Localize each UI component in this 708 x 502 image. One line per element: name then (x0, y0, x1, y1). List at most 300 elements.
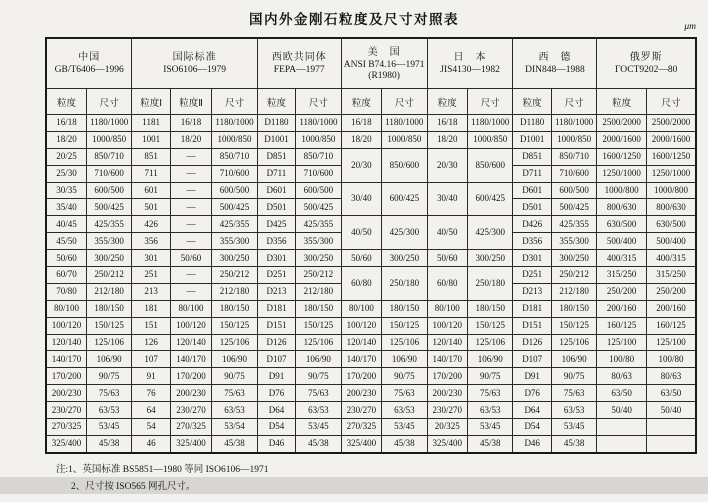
table-cell: 75/63 (86, 385, 132, 402)
table-cell: 850/710 (551, 148, 597, 165)
table-cell: 250/200 (646, 283, 696, 300)
table-cell: 250/212 (212, 267, 258, 284)
table-cell: 125/100 (597, 334, 647, 351)
table-cell: 710/600 (86, 165, 132, 182)
table-cell: 150/125 (468, 317, 513, 334)
table-cell: 18/20 (46, 131, 86, 148)
table-cell: D91 (513, 368, 551, 385)
table-cell: 251 (132, 267, 170, 284)
group-name: 日 本 (453, 52, 487, 63)
table-cell: 500/400 (646, 233, 696, 250)
table-cell: 45/38 (296, 435, 341, 452)
table-cell: 106/90 (382, 351, 428, 368)
table-cell: 1180/1000 (551, 115, 597, 132)
column-group-germany (513, 38, 597, 89)
table-cell: 711 (132, 165, 170, 182)
table-cell: 125/106 (296, 334, 341, 351)
table-cell: D213 (257, 283, 295, 300)
table-cell: — (170, 267, 211, 284)
table-cell: 70/80 (46, 283, 86, 300)
table-cell: 200/230 (341, 385, 381, 402)
table-cell: 80/100 (46, 300, 86, 317)
table-cell: 600/425 (468, 182, 513, 216)
table-cell: D213 (513, 283, 551, 300)
table-cell: 425/300 (382, 216, 428, 250)
table-cell: 850/710 (212, 148, 258, 165)
table-cell: 850/710 (296, 148, 341, 165)
table-cell: 425/355 (86, 216, 132, 233)
subheader-cell: 尺寸 (212, 89, 258, 115)
grit-comparison-table (45, 37, 697, 454)
table-cell: D64 (513, 402, 551, 419)
table-cell: 355/300 (551, 233, 597, 250)
table-row (46, 435, 696, 452)
subheader-cell: 尺寸 (646, 89, 696, 115)
table-cell: 170/200 (170, 368, 211, 385)
table-cell: 60/70 (46, 267, 86, 284)
table-cell: 60/80 (341, 267, 381, 301)
subheader-cell: 粒度 (597, 89, 647, 115)
table-cell: 300/250 (86, 250, 132, 267)
table-cell: 1180/1000 (382, 115, 428, 132)
table-cell: 90/75 (468, 368, 513, 385)
table-cell: 91 (132, 368, 170, 385)
table-cell: 53/45 (86, 419, 132, 436)
table-cell: 355/300 (212, 233, 258, 250)
column-group-iso (132, 38, 257, 89)
subheader-cell: 尺寸 (86, 89, 132, 115)
table-cell: 45/38 (212, 435, 258, 452)
table-cell: 100/80 (646, 351, 696, 368)
table-cell: 1000/850 (382, 131, 428, 148)
table-cell: D76 (513, 385, 551, 402)
table-cell: D601 (513, 182, 551, 199)
subheader-cell: 粒度 (257, 89, 295, 115)
table-cell: 20/30 (341, 148, 381, 182)
table-cell: 2000/1600 (597, 131, 647, 148)
table-cell: 63/50 (597, 385, 647, 402)
table-cell: 60/80 (427, 267, 467, 301)
table-cell: 500/425 (551, 199, 597, 216)
table-cell: 160/125 (646, 317, 696, 334)
subheader-cell: 粒度Ⅰ (132, 89, 170, 115)
table-cell: 315/250 (597, 267, 647, 284)
subheader-cell: 尺寸 (296, 89, 341, 115)
note-line: 2、尺寸按 ISO565 网孔尺寸。 (71, 481, 196, 492)
table-cell: 18/20 (170, 131, 211, 148)
table-cell: 106/90 (212, 351, 258, 368)
table-cell: 16/18 (341, 115, 381, 132)
table-cell: D425 (257, 216, 295, 233)
table-cell: D126 (257, 334, 295, 351)
table-cell: 180/150 (212, 300, 258, 317)
table-cell: D251 (513, 267, 551, 284)
table-cell: 1180/1000 (468, 115, 513, 132)
table-cell: 270/325 (170, 419, 211, 436)
table-cell: 500/425 (86, 199, 132, 216)
table-cell: 63/53 (212, 402, 258, 419)
table-cell: 150/125 (296, 317, 341, 334)
table-cell: D356 (257, 233, 295, 250)
table-cell: 90/75 (212, 368, 258, 385)
column-group-japan (427, 38, 513, 89)
table-cell: 180/150 (468, 300, 513, 317)
table-cell: 20/25 (46, 148, 86, 165)
table-cell: D501 (257, 199, 295, 216)
table-cell: D126 (513, 334, 551, 351)
table-cell: 1000/800 (597, 182, 647, 199)
table-row (46, 317, 696, 334)
table-cell: D1180 (257, 115, 295, 132)
table-cell: 126 (132, 334, 170, 351)
table-cell: D64 (257, 402, 295, 419)
table-cell: 53/45 (382, 419, 428, 436)
table-cell: 30/35 (46, 182, 86, 199)
table-cell: 140/170 (46, 351, 86, 368)
table-cell: 630/500 (597, 216, 647, 233)
table-cell: 63/50 (646, 385, 696, 402)
table-cell: 90/75 (296, 368, 341, 385)
table-cell (597, 435, 647, 452)
table-cell: 53/54 (212, 419, 258, 436)
table-cell: D1001 (257, 131, 295, 148)
table-cell: 1180/1000 (212, 115, 258, 132)
table-cell: 425/355 (551, 216, 597, 233)
table-cell: 230/270 (46, 402, 86, 419)
table-cell: 150/125 (382, 317, 428, 334)
table-cell: 80/100 (341, 300, 381, 317)
table-cell: 140/170 (427, 351, 467, 368)
table-cell: 212/180 (296, 283, 341, 300)
group-name: 西 德 (538, 52, 572, 63)
table-cell: 180/150 (382, 300, 428, 317)
table-cell: 75/63 (296, 385, 341, 402)
subheader-cell: 尺寸 (468, 89, 513, 115)
table-cell: 40/50 (427, 216, 467, 250)
table-cell: 325/400 (427, 435, 467, 452)
table-cell: 18/20 (341, 131, 381, 148)
table-cell: 16/18 (427, 115, 467, 132)
group-standard: JIS4130—1982 (440, 65, 500, 75)
table-cell: 1000/800 (646, 182, 696, 199)
table-cell: — (170, 283, 211, 300)
table-cell: 200/230 (46, 385, 86, 402)
table-cell: 630/500 (646, 216, 696, 233)
group-name: 国际标准 (172, 52, 217, 63)
table-cell: D1001 (513, 131, 551, 148)
table-cell: 53/45 (296, 419, 341, 436)
table-cell: 425/355 (212, 216, 258, 233)
table-cell: 250/180 (468, 267, 513, 301)
group-name: 俄罗斯 (629, 52, 663, 63)
table-cell: 170/200 (341, 368, 381, 385)
table-cell: D356 (513, 233, 551, 250)
table-cell: 800/630 (646, 199, 696, 216)
subheader-cell: 粒度 (427, 89, 467, 115)
table-cell: 851 (132, 148, 170, 165)
table-cell: 50/60 (341, 250, 381, 267)
table-cell: 600/500 (296, 182, 341, 199)
table-cell: 1600/1250 (646, 148, 696, 165)
table-cell: 125/106 (468, 334, 513, 351)
table-cell: — (170, 182, 211, 199)
table-cell: 355/300 (296, 233, 341, 250)
group-name: 西欧共同体 (271, 52, 327, 63)
subheader-cell: 尺寸 (382, 89, 428, 115)
table-cell: 1250/1000 (646, 165, 696, 182)
subheader-cell: 粒度 (513, 89, 551, 115)
table-cell: D1180 (513, 115, 551, 132)
group-standard: ISO6106—1979 (163, 65, 226, 75)
table-cell: 1000/850 (86, 131, 132, 148)
table-cell: 125/106 (212, 334, 258, 351)
table-cell: D107 (513, 351, 551, 368)
table-cell: 90/75 (86, 368, 132, 385)
table-cell: 301 (132, 250, 170, 267)
table-cell: D711 (513, 165, 551, 182)
table-row (46, 148, 696, 165)
table-cell: 500/425 (212, 199, 258, 216)
table-cell: 500/400 (597, 233, 647, 250)
table-cell: 100/120 (341, 317, 381, 334)
table-cell: 200/160 (597, 300, 647, 317)
table-cell: D91 (257, 368, 295, 385)
table-cell: 100/120 (46, 317, 86, 334)
table-row (46, 351, 696, 368)
table-cell: 1000/850 (212, 131, 258, 148)
table-cell: 212/180 (212, 283, 258, 300)
table-cell: 100/120 (170, 317, 211, 334)
table-cell: 250/212 (551, 267, 597, 284)
table-cell: 250/212 (86, 267, 132, 284)
table-cell: 80/100 (427, 300, 467, 317)
table-row (46, 368, 696, 385)
table-cell: 106/90 (468, 351, 513, 368)
table-cell: 1001 (132, 131, 170, 148)
table-cell: 20/325 (427, 419, 467, 436)
table-cell: D851 (257, 148, 295, 165)
table-cell: 16/18 (170, 115, 211, 132)
table-cell: 2500/2000 (597, 115, 647, 132)
table-row (46, 131, 696, 148)
column-group-russia (597, 38, 696, 89)
table-cell: 50/60 (427, 250, 467, 267)
table-cell: 30/40 (341, 182, 381, 216)
table-cell: 325/400 (341, 435, 381, 452)
group-standard: GB/T6406—1996 (54, 65, 124, 75)
table-cell: 125/106 (86, 334, 132, 351)
table-cell: 106/90 (86, 351, 132, 368)
table-cell: D181 (257, 300, 295, 317)
table-cell: 120/140 (427, 334, 467, 351)
table-cell: 50/40 (597, 402, 647, 419)
table-cell: 46 (132, 435, 170, 452)
table-cell: 75/63 (212, 385, 258, 402)
table-row (46, 267, 696, 284)
table-cell: 90/75 (551, 368, 597, 385)
table-cell: 106/90 (551, 351, 597, 368)
table-cell: 63/53 (468, 402, 513, 419)
table-row (46, 250, 696, 267)
table-cell (646, 435, 696, 452)
table-cell: 230/270 (427, 402, 467, 419)
table-cell: 45/38 (382, 435, 428, 452)
table-cell: 300/250 (468, 250, 513, 267)
table-cell: D107 (257, 351, 295, 368)
table-cell: 80/100 (170, 300, 211, 317)
table-cell: D501 (513, 199, 551, 216)
table-cell: 1250/1000 (597, 165, 647, 182)
table-cell: 40/45 (46, 216, 86, 233)
table-cell: 1180/1000 (86, 115, 132, 132)
table-cell: 180/150 (296, 300, 341, 317)
table-cell: 600/500 (212, 182, 258, 199)
group-name: 中国 (78, 52, 101, 63)
table-cell: 50/60 (46, 250, 86, 267)
group-standard: DIN848—1988 (525, 65, 585, 75)
table-cell: 250/212 (296, 267, 341, 284)
table-cell: D851 (513, 148, 551, 165)
table-cell: 325/400 (170, 435, 211, 452)
table-cell: 45/50 (46, 233, 86, 250)
column-group-fepa (257, 38, 341, 89)
table-cell: 64 (132, 402, 170, 419)
table-cell: D301 (513, 250, 551, 267)
table-cell: — (170, 199, 211, 216)
notes (56, 464, 708, 494)
table-cell: 80/63 (597, 368, 647, 385)
table-cell: — (170, 148, 211, 165)
table-cell: 80/63 (646, 368, 696, 385)
table-cell: 710/600 (212, 165, 258, 182)
table-row (46, 385, 696, 402)
table-cell: 100/80 (597, 351, 647, 368)
table-cell: 200/230 (170, 385, 211, 402)
table-cell: 16/18 (46, 115, 86, 132)
table-cell: 601 (132, 182, 170, 199)
table-cell: 356 (132, 233, 170, 250)
table-cell: D76 (257, 385, 295, 402)
table-cell: 230/270 (170, 402, 211, 419)
table-cell: 800/630 (597, 199, 647, 216)
table-cell: 125/100 (646, 334, 696, 351)
column-group-usa (341, 38, 427, 89)
table-cell: 25/30 (46, 165, 86, 182)
table-cell: 1000/850 (551, 131, 597, 148)
table-cell: 45/38 (468, 435, 513, 452)
table-cell: 230/270 (341, 402, 381, 419)
table-cell: D151 (257, 317, 295, 334)
group-standard: ANSI B74.16—1971 (343, 59, 425, 70)
table-cell: 250/200 (597, 283, 647, 300)
table-cell: 850/710 (86, 148, 132, 165)
table-cell: 150/125 (551, 317, 597, 334)
table-cell: D181 (513, 300, 551, 317)
table-cell: 180/150 (551, 300, 597, 317)
table-cell: 18/20 (427, 131, 467, 148)
table-cell: 300/250 (296, 250, 341, 267)
table-cell: 50/40 (646, 402, 696, 419)
group-name: 美 国 (367, 46, 401, 58)
table-cell: 140/170 (170, 351, 211, 368)
table-cell: 1181 (132, 115, 170, 132)
subheader-cell: 尺寸 (551, 89, 597, 115)
table-cell: 20/30 (427, 148, 467, 182)
table-cell: 1180/1000 (296, 115, 341, 132)
table-cell: 50/60 (170, 250, 211, 267)
unit-label: μm (684, 22, 696, 32)
table-cell: 75/63 (551, 385, 597, 402)
table-cell: 270/325 (46, 419, 86, 436)
table-cell: 90/75 (382, 368, 428, 385)
table-cell: 40/50 (341, 216, 381, 250)
table-cell: 151 (132, 317, 170, 334)
table-cell: 53/45 (551, 419, 597, 436)
table-cell: 170/200 (427, 368, 467, 385)
table-cell: D54 (257, 419, 295, 436)
note-line: 注:1、英国标准 BS5851—1980 等同 ISO6106—1971 (56, 464, 269, 475)
table-cell: 212/180 (86, 283, 132, 300)
table-cell: 600/500 (86, 182, 132, 199)
table-cell: 200/160 (646, 300, 696, 317)
table-cell: D711 (257, 165, 295, 182)
table-cell: 125/106 (382, 334, 428, 351)
table-row (46, 216, 696, 233)
table-cell: 75/63 (382, 385, 428, 402)
table-cell: 181 (132, 300, 170, 317)
group-standard: ГОСТ9202—80 (615, 65, 678, 75)
table-body (46, 115, 696, 453)
subheader-cell: 粒度Ⅱ (170, 89, 211, 115)
table-cell: 76 (132, 385, 170, 402)
column-group-china (46, 38, 132, 89)
table-cell: 426 (132, 216, 170, 233)
table-row (46, 300, 696, 317)
table-cell: D251 (257, 267, 295, 284)
table-cell: 54 (132, 419, 170, 436)
table-cell: 250/180 (382, 267, 428, 301)
table-cell: 270/325 (341, 419, 381, 436)
table-cell: — (170, 216, 211, 233)
table-cell: 501 (132, 199, 170, 216)
table-cell: 212/180 (551, 283, 597, 300)
table-cell: 150/125 (212, 317, 258, 334)
table-cell: D601 (257, 182, 295, 199)
table-cell: 400/315 (646, 250, 696, 267)
table-cell: 850/600 (468, 148, 513, 182)
table-cell: 30/40 (427, 182, 467, 216)
table-row (46, 419, 696, 436)
table-cell: 120/140 (341, 334, 381, 351)
group-note: (R1980) (368, 70, 400, 81)
table-cell: 180/150 (86, 300, 132, 317)
table-cell: 355/300 (86, 233, 132, 250)
table-cell: 75/63 (468, 385, 513, 402)
table-cell: 63/53 (86, 402, 132, 419)
table-header (46, 38, 696, 115)
table-row (46, 334, 696, 351)
table-cell: 1600/1250 (597, 148, 647, 165)
table-cell (646, 419, 696, 436)
group-standard: FEPA—1977 (273, 65, 325, 75)
table-cell: 63/53 (551, 402, 597, 419)
table-row (46, 182, 696, 199)
table-cell: 850/600 (382, 148, 428, 182)
table-cell: 120/140 (170, 334, 211, 351)
table-cell: 300/250 (212, 250, 258, 267)
table-cell: 600/500 (551, 182, 597, 199)
page-title: 国内外金刚石粒度及尺寸对照表 (249, 12, 459, 27)
